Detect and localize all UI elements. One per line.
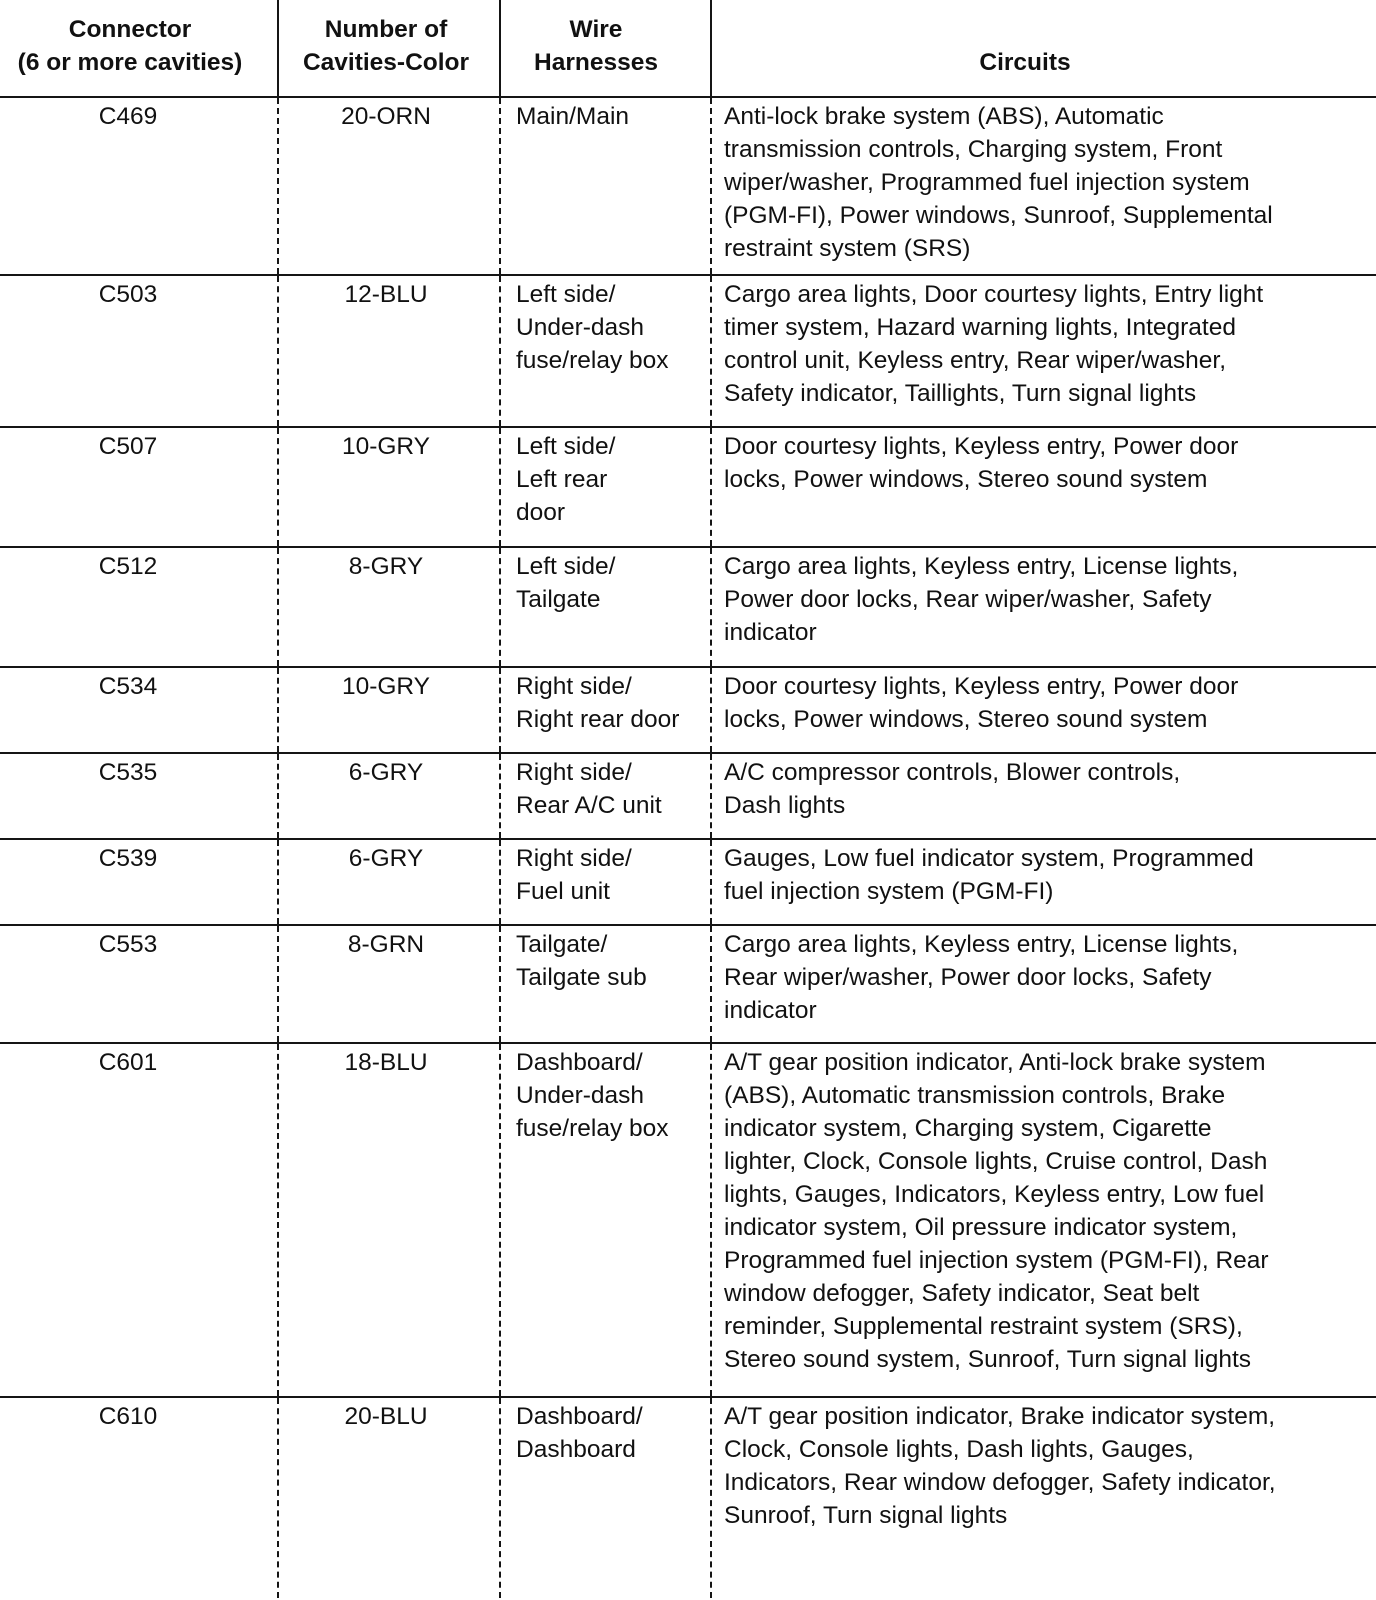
connector-cell: C539	[98, 845, 158, 872]
wire-harnesses-cell: Dashboard/ Dashboard	[516, 1403, 643, 1463]
column-divider	[277, 1044, 279, 1396]
connector-cell: C553	[98, 931, 158, 958]
column-divider	[499, 548, 501, 666]
column-divider	[499, 926, 501, 1042]
cavities-color-cell: 20-ORN	[341, 103, 431, 130]
circuits-cell: A/C compressor controls, Blower controls, Dash lights	[724, 759, 1181, 819]
column-divider	[710, 428, 712, 546]
circuits-cell: Door courtesy lights, Keyless entry, Power door locks, Power windows, Stereo sound system	[724, 433, 1239, 493]
table-row	[0, 1042, 1376, 1396]
column-divider	[499, 840, 501, 924]
table-row	[0, 546, 1376, 666]
column-divider	[277, 0, 279, 96]
connector-cell: C512	[98, 553, 158, 580]
cavities-color-cell: 10-GRY	[341, 673, 431, 700]
connector-cell: C534	[98, 673, 158, 700]
cavities-color-cell: 6-GRY	[348, 759, 424, 786]
header-cavities-color: Number of Cavities-Color	[302, 16, 470, 76]
table-row	[0, 1396, 1376, 1598]
circuits-cell: Cargo area lights, Door courtesy lights, Entry light timer system, Hazard warning lights, Integrated control unit, Keyless entry, Rear wiper/washer, Safety indicator, Taillights, Turn signal lights	[724, 281, 1264, 407]
column-divider	[277, 98, 279, 274]
table-header	[0, 0, 1376, 96]
wire-harnesses-cell: Right side/ Right rear door	[516, 673, 680, 733]
column-divider	[710, 548, 712, 666]
column-divider	[499, 276, 501, 426]
column-divider	[277, 668, 279, 752]
cavities-color-cell: 8-GRY	[348, 553, 424, 580]
column-divider	[277, 754, 279, 838]
circuits-cell: Gauges, Low fuel indicator system, Programmed fuel injection system (PGM-FI)	[724, 845, 1254, 905]
wire-harnesses-cell: Left side/ Left rear door	[516, 433, 616, 526]
column-divider	[710, 276, 712, 426]
cavities-color-cell: 6-GRY	[348, 845, 424, 872]
column-divider	[499, 98, 501, 274]
header-wire-harnesses: Wire Harnesses	[534, 16, 658, 76]
connector-cell: C535	[98, 759, 158, 786]
circuits-cell: Door courtesy lights, Keyless entry, Power door locks, Power windows, Stereo sound system	[724, 673, 1239, 733]
cavities-color-cell: 8-GRN	[347, 931, 425, 958]
wire-harnesses-cell: Left side/ Under-dash fuse/relay box	[516, 281, 669, 374]
column-divider	[277, 926, 279, 1042]
column-divider	[499, 1398, 501, 1598]
cavities-color-cell: 18-BLU	[344, 1049, 428, 1076]
table-row	[0, 666, 1376, 752]
column-divider	[499, 0, 501, 96]
column-divider	[710, 98, 712, 274]
column-divider	[710, 0, 712, 96]
circuits-cell: A/T gear position indicator, Brake indicator system, Clock, Console lights, Dash lights, Gauges, Indicators, Rear window defogger, Safety indicator, Sunroof, Turn signal lights	[724, 1403, 1276, 1529]
column-divider	[277, 548, 279, 666]
table-row	[0, 96, 1376, 274]
column-divider	[499, 754, 501, 838]
connector-cell: C610	[98, 1403, 158, 1430]
wire-harnesses-cell: Dashboard/ Under-dash fuse/relay box	[516, 1049, 669, 1142]
table-row	[0, 274, 1376, 426]
connector-cell: C507	[98, 433, 158, 460]
table-row	[0, 426, 1376, 546]
column-divider	[277, 840, 279, 924]
circuits-cell: Cargo area lights, Keyless entry, License lights, Power door locks, Rear wiper/washer, Safety indicator	[724, 553, 1239, 646]
connector-cell: C601	[98, 1049, 158, 1076]
cavities-color-cell: 10-GRY	[341, 433, 431, 460]
column-divider	[710, 754, 712, 838]
connector-cell: C469	[98, 103, 158, 130]
circuits-cell: Cargo area lights, Keyless entry, License lights, Rear wiper/washer, Power door locks, Safety indicator	[724, 931, 1239, 1024]
wire-harnesses-cell: Main/Main	[516, 103, 630, 130]
header-connector: Connector (6 or more cavities)	[17, 16, 243, 76]
column-divider	[277, 428, 279, 546]
column-divider	[710, 668, 712, 752]
column-divider	[499, 1044, 501, 1396]
column-divider	[277, 276, 279, 426]
column-divider	[499, 668, 501, 752]
column-divider	[277, 1398, 279, 1598]
circuits-cell: A/T gear position indicator, Anti-lock brake system (ABS), Automatic transmission controls, Brake indicator system, Charging system, Cigarette lighter, Clock, Console lights, Cruise control, Dash lights, Gauges, Indicators, Keyless entry, Low fuel indicator system, Oil pressure indicator system, Programmed fuel injection system (PGM-FI), Rear window defogger, Safety indicator, Seat belt reminder, Supplemental restraint system (SRS), Stereo sound system, Sunroof, Turn signal lights	[724, 1049, 1269, 1373]
column-divider	[710, 1044, 712, 1396]
circuits-cell: Anti-lock brake system (ABS), Automatic transmission controls, Charging system, Front wiper/washer, Programmed fuel injection system (PGM-FI), Power windows, Sunroof, Supplemental restraint system (SRS)	[724, 103, 1273, 262]
wire-harnesses-cell: Right side/ Fuel unit	[516, 845, 632, 905]
cavities-color-cell: 12-BLU	[344, 281, 428, 308]
column-divider	[710, 840, 712, 924]
table-row	[0, 752, 1376, 838]
cavities-color-cell: 20-BLU	[344, 1403, 428, 1430]
table-row	[0, 838, 1376, 924]
header-circuits: Circuits	[979, 49, 1071, 76]
table-row	[0, 924, 1376, 1042]
wire-harnesses-cell: Tailgate/ Tailgate sub	[516, 931, 647, 991]
wire-harnesses-cell: Right side/ Rear A/C unit	[516, 759, 662, 819]
column-divider	[499, 428, 501, 546]
wire-harnesses-cell: Left side/ Tailgate	[516, 553, 616, 613]
connector-cell: C503	[98, 281, 158, 308]
column-divider	[710, 926, 712, 1042]
column-divider	[710, 1398, 712, 1598]
